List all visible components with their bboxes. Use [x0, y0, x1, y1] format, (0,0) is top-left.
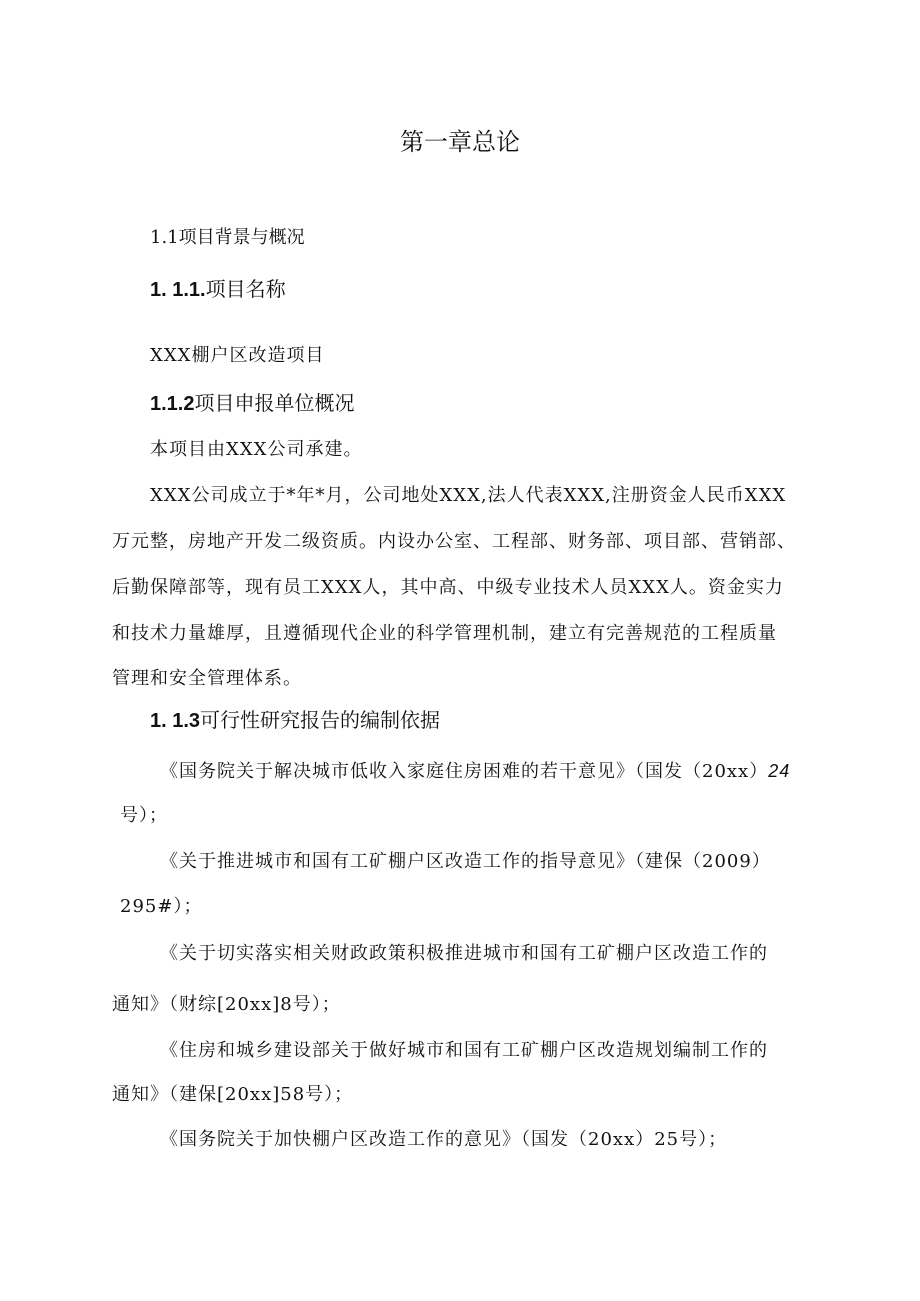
basis-item-line: 《关于推进城市和国有工矿棚户区改造工作的指导意见》（建保（2009） [160, 851, 771, 872]
basis-number: 24 [768, 761, 791, 781]
subsection-heading-1-1-2 [150, 393, 354, 414]
basis-item-line [160, 762, 790, 781]
subsection-number: 1. 1.3 [150, 710, 201, 732]
subsection-number: 1. 1.1. [150, 279, 206, 301]
subsection-text: 可行性研究报告的编制依据 [200, 708, 441, 732]
basis-item-line: 《国务院关于加快棚户区改造工作的意见》（国发（20xx）25号）； [160, 1129, 728, 1150]
company-para-line: 管理和安全管理体系。 [112, 668, 302, 689]
section-heading-1-1: 1.1项目背景与概况 [150, 227, 305, 248]
basis-item-line: 《关于切实落实相关财政政策积极推进城市和国有工矿棚户区改造工作的 [160, 943, 768, 964]
subsection-text: 项目申报单位概况 [194, 391, 355, 415]
subsection-heading-1-1-1 [150, 279, 286, 300]
project-name: XXX棚户区改造项目 [150, 345, 325, 366]
company-para-line: 万元整，房地产开发二级资质。内设办公室、工程部、财务部、项目部、营销部、 [112, 531, 796, 552]
basis-item-line: 通知》（财综[20xx]8号）； [112, 994, 341, 1015]
company-para-line: 后勤保障部等，现有员工XXX人，其中高、中级专业技术人员XXX人。资金实力 [112, 577, 784, 598]
unit-intro: 本项目由XXX公司承建。 [150, 439, 363, 460]
basis-item-line: 295#）； [120, 896, 203, 917]
subsection-number: 1.1.2 [150, 393, 195, 415]
subsection-text: 项目名称 [205, 277, 286, 301]
basis-item-line: 号）； [120, 805, 168, 826]
basis-item-line: 通知》（建保[20xx]58号）； [112, 1084, 354, 1105]
subsection-heading-1-1-3 [150, 710, 440, 731]
basis-item-line: 《住房和城乡建设部关于做好城市和国有工矿棚户区改造规划编制工作的 [160, 1040, 768, 1061]
chapter-title: 第一章总论 [400, 128, 520, 156]
basis-text: 《国务院关于解决城市低收入家庭住房困难的若干意见》（国发（20xx） [160, 761, 769, 782]
company-para-line: XXX公司成立于*年*月，公司地处XXX,法人代表XXX,注册资金人民币XXX [150, 485, 787, 506]
company-para-line: 和技术力量雄厚，且遵循现代企业的科学管理机制，建立有完善规范的工程质量 [112, 623, 777, 644]
